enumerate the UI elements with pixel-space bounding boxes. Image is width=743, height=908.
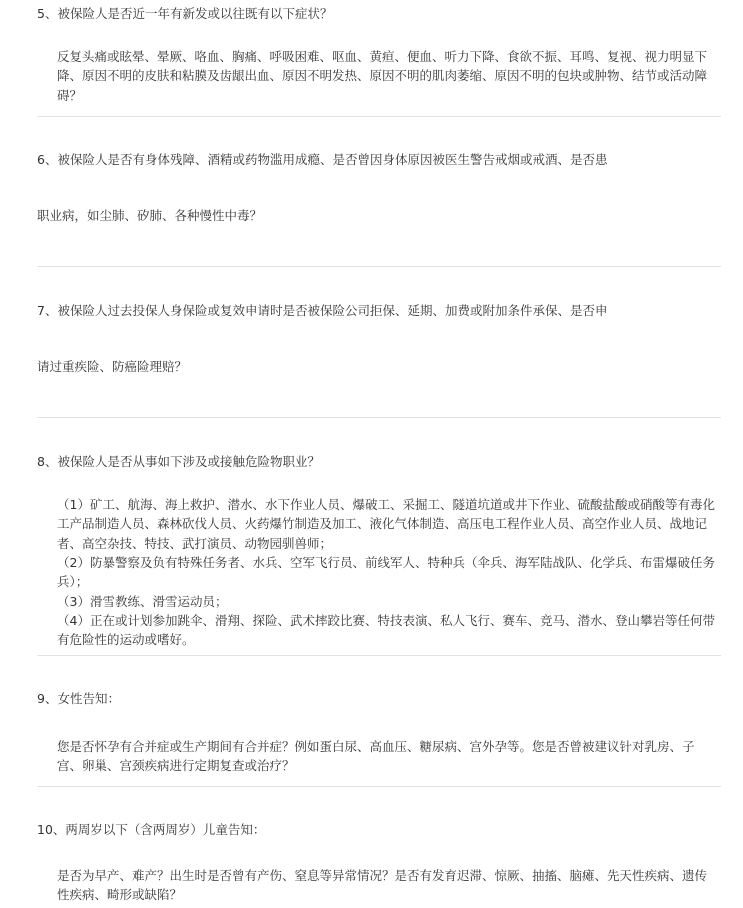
answer-8-item-1: （1）矿工、航海、海上救护、潜水、水下作业人员、爆破工、采掘工、隧道坑道或井下作业、硫酸盐酸或硝酸等有毒化工产品制造人员、森林砍伐人员、火药爆竹制造及加工、液化气体制造、高压电工程作业人员、高空作业人员、战地记者、高空杂技、特技、武打演员、动物园驯兽师；: [57, 497, 715, 551]
divider: [37, 786, 721, 787]
question-10: 10、两周岁以下（含两周岁）儿童告知：: [37, 822, 266, 837]
answer-8-item-3: （3）滑雪教练、滑雪运动员；: [57, 594, 228, 609]
question-9: 9、女性告知：: [37, 691, 120, 706]
divider: [37, 417, 721, 418]
divider: [37, 116, 721, 117]
divider: [37, 266, 721, 267]
answer-8-item-2: （2）防暴警察及负有特殊任务者、水兵、空军飞行员、前线军人、特种兵（伞兵、海军陆战队、化学兵、布雷爆破任务兵）；: [57, 555, 715, 590]
answer-10: 是否为早产、难产？出生时是否曾有产伤、窒息等异常情况？是否有发育迟滞、惊厥、抽搐、脑瘫、先天性疾病、遗传性疾病、畸形或缺陷？: [57, 868, 708, 903]
question-6: 6、被保险人是否有身体残障、酒精或药物滥用成瘾、是否曾因身体原因被医生警告戒烟或戒酒、是否患: [37, 152, 608, 167]
answer-9: 您是否怀孕有合并症或生产期间有合并症？例如蛋白尿、高血压、糖尿病、宫外孕等。您是否曾被建议针对乳房、子宫、卵巢、宫颈疾病进行定期复查或治疗？: [57, 739, 695, 774]
answer-8-item-4: （4）正在或计划参加跳伞、滑翔、探险、武术摔跤比赛、特技表演、私人飞行、赛车、竞马、潜水、登山攀岩等任何带有危险性的运动或嗜好。: [57, 613, 715, 648]
answer-5: 反复头痛或眩晕、晕厥、咯血、胸痛、呼吸困难、呕血、黄疸、便血、听力下降、食欲不振、耳鸣、复视、视力明显下降、原因不明的皮肤和粘膜及齿龈出血、原因不明发热、原因不明的肌肉萎缩、原因不明的包块或肿物、结节或活动障碍？: [57, 49, 708, 103]
question-6-continuation: 职业病，如尘肺、矽肺、各种慢性中毒？: [37, 208, 263, 223]
question-7-continuation: 请过重疾险、防癌险理赔？: [37, 359, 188, 374]
question-7: 7、被保险人过去投保人身保险或复效申请时是否被保险公司拒保、延期、加费或附加条件承保、是否申: [37, 303, 608, 318]
divider: [37, 655, 721, 656]
question-5: 5、被保险人是否近一年有新发或以往既有以下症状？: [37, 6, 333, 21]
question-8: 8、被保险人是否从事如下涉及或接触危险物职业？: [37, 454, 320, 469]
